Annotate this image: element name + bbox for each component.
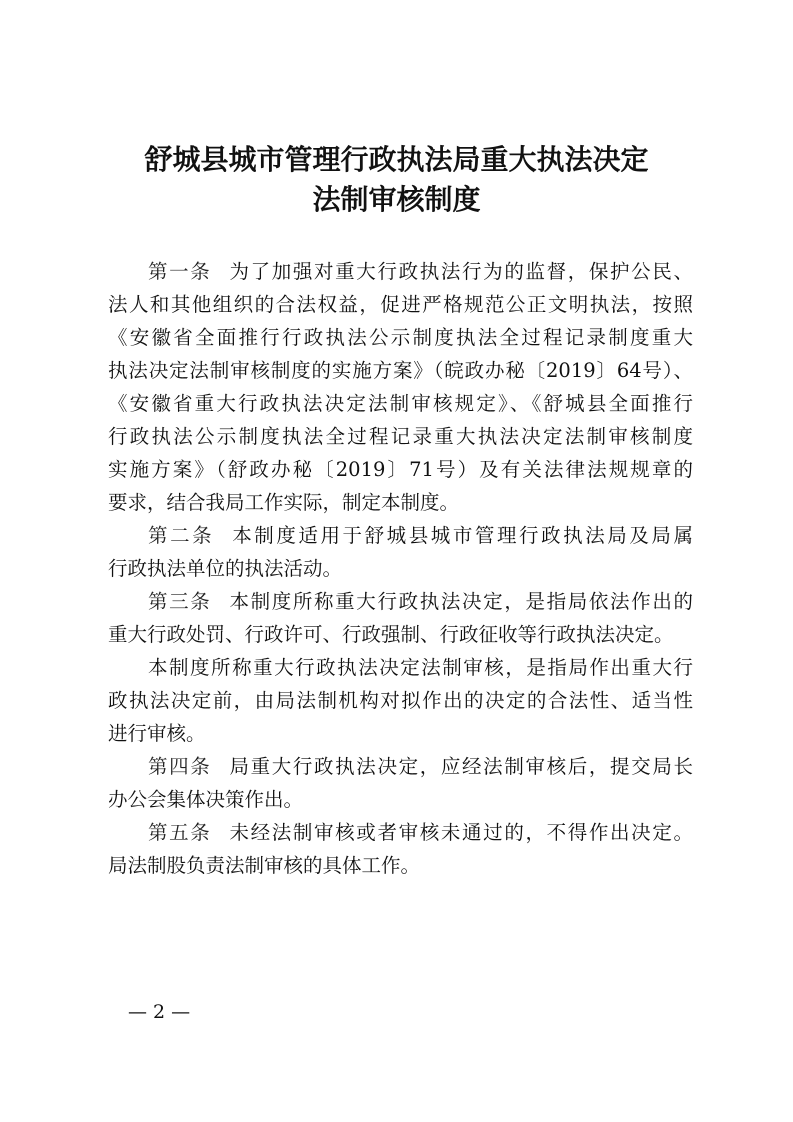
article-5-line xyxy=(108,816,693,849)
document-body xyxy=(108,255,693,882)
article-2 xyxy=(108,519,693,585)
article-4-text: 局重大行政执法决定，应经法制审核后，提交局长 xyxy=(229,755,693,778)
article-3-paragraph-2-line: 政执法决定前，由局法制机构对拟作出的决定的合法性、适当性 xyxy=(108,689,693,712)
article-4-line xyxy=(108,750,693,783)
article-2-text: 本制度适用于舒城县城市管理行政执法局及局属 xyxy=(232,524,693,547)
article-1-line: 执法决定法制审核制度的实施方案》（皖政办秘〔2019〕64号）、 xyxy=(108,359,693,382)
article-1-line xyxy=(108,255,693,288)
document-title-line-1: 舒城县城市管理行政执法局重大执法决定 xyxy=(144,143,649,176)
article-3-line: 重大行政处罚、行政许可、行政强制、行政征收等行政执法决定。 xyxy=(108,623,674,646)
article-3-paragraph-2-line: 本制度所称重大行政执法决定法制审核，是指局作出重大行 xyxy=(148,656,693,679)
article-5-label: 第五条 xyxy=(148,821,212,844)
article-1 xyxy=(108,255,693,519)
article-1-line: 行政执法公示制度执法全过程记录重大执法决定法制审核制度 xyxy=(108,425,693,448)
page-number: — 2 — xyxy=(128,1001,191,1023)
article-1-line: 《安徽省重大行政执法决定法制审核规定》、《舒城县全面推行 xyxy=(108,392,693,415)
article-1-line: 法人和其他组织的合法权益，促进严格规范公正文明执法，按照 xyxy=(108,293,693,316)
article-5-line: 局法制股负责法制审核的具体工作。 xyxy=(108,854,421,877)
article-1-line: 要求，结合我局工作实际，制定本制度。 xyxy=(108,491,460,514)
article-2-line xyxy=(108,519,693,552)
article-5 xyxy=(108,816,693,882)
article-4-label: 第四条 xyxy=(148,755,212,778)
document-title-line-2: 法制审核制度 xyxy=(312,183,481,216)
article-3-label: 第三条 xyxy=(148,590,212,613)
article-3-line xyxy=(108,585,693,618)
article-4 xyxy=(108,750,693,816)
article-2-label: 第二条 xyxy=(148,524,215,547)
article-3-paragraph-2 xyxy=(108,651,693,750)
article-4-line: 办公会集体决策作出。 xyxy=(108,788,304,811)
article-1-line: 实施方案》（舒政办秘〔2019〕71号）及有关法律法规规章的 xyxy=(108,458,693,481)
article-1-line: 《安徽省全面推行行政执法公示制度执法全过程记录制度重大 xyxy=(108,326,693,349)
article-2-line: 行政执法单位的执法活动。 xyxy=(108,557,343,580)
article-3-paragraph-2-line: 进行审核。 xyxy=(108,722,206,745)
article-3 xyxy=(108,585,693,651)
article-3-text: 本制度所称重大行政执法决定，是指局依法作出的 xyxy=(229,590,693,613)
article-1-text: 为了加强对重大行政执法行为的监督，保护公民、 xyxy=(229,260,693,283)
article-5-text: 未经法制审核或者审核未通过的，不得作出决定。 xyxy=(229,821,693,844)
article-1-label: 第一条 xyxy=(148,260,212,283)
